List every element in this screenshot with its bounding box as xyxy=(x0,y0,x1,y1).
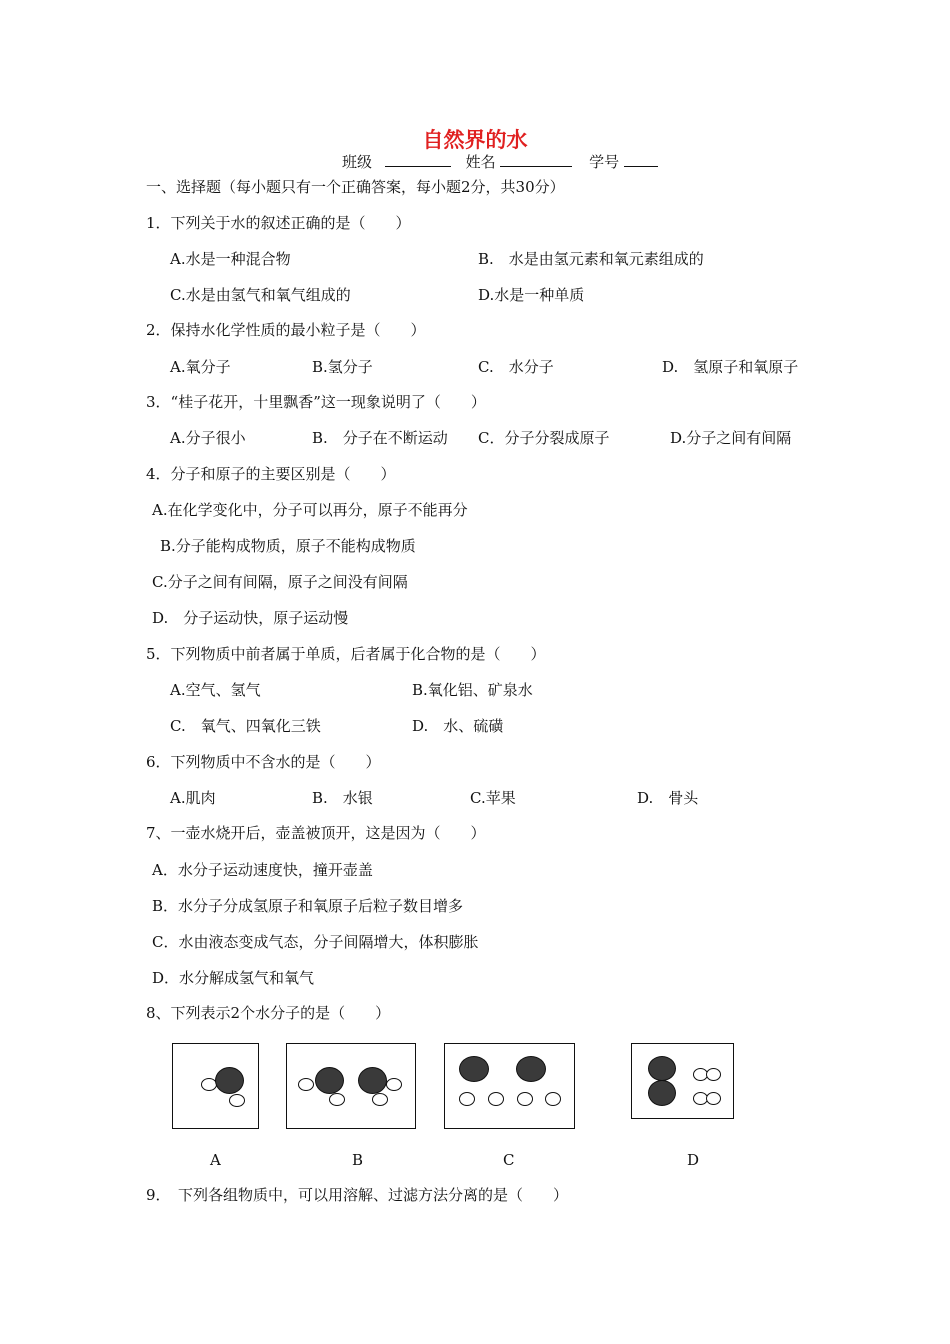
hydrogen-atom xyxy=(329,1093,345,1106)
class-label: 班级 xyxy=(342,153,373,171)
question-5-option-c[interactable]: C. 氧气、四氧化三铁 xyxy=(170,717,321,735)
question-4-option-c[interactable]: C.分子之间有间隔，原子之间没有间隔 xyxy=(152,573,408,591)
question-3-option-a[interactable]: A.分子很小 xyxy=(170,429,246,447)
hydrogen-atom xyxy=(298,1078,314,1091)
molecule-diagram-d xyxy=(631,1043,734,1119)
question-1-option-d[interactable]: D.水是一种单质 xyxy=(478,286,585,304)
question-8-option-d[interactable]: D xyxy=(687,1151,700,1169)
question-3-option-b[interactable]: B. 分子在不断运动 xyxy=(312,429,448,447)
question-4-stem: 4．分子和原子的主要区别是（ ） xyxy=(146,465,396,483)
hydrogen-atom xyxy=(386,1078,402,1091)
question-5-option-d[interactable]: D. 水、硫磺 xyxy=(412,717,504,735)
question-7-option-c[interactable]: C．水由液态变成气态，分子间隔增大，体积膨胀 xyxy=(152,933,479,951)
hydrogen-atom xyxy=(545,1092,561,1106)
question-6-option-c[interactable]: C.苹果 xyxy=(470,789,516,807)
question-2-option-c[interactable]: C. 水分子 xyxy=(478,358,554,376)
oxygen-atom xyxy=(459,1056,489,1082)
question-2-option-b[interactable]: B.氢分子 xyxy=(312,358,373,376)
question-3-option-c[interactable]: C．分子分裂成原子 xyxy=(478,429,610,447)
question-4-option-b[interactable]: B.分子能构成物质，原子不能构成物质 xyxy=(160,537,416,555)
question-9-stem: 9． 下列各组物质中，可以用溶解、过滤方法分离的是（ ） xyxy=(146,1186,569,1204)
number-blank[interactable] xyxy=(624,152,658,167)
question-2-option-a[interactable]: A.氧分子 xyxy=(170,358,231,376)
question-2-stem: 2．保持水化学性质的最小粒子是（ ） xyxy=(146,321,426,339)
molecule-diagram-a xyxy=(172,1043,259,1129)
question-6-stem: 6．下列物质中不含水的是（ ） xyxy=(146,753,381,771)
oxygen-atom xyxy=(516,1056,546,1082)
hydrogen-atom xyxy=(706,1092,721,1105)
section-heading: 一、选择题（每小题只有一个正确答案，每小题2分，共30分） xyxy=(146,178,565,196)
question-2-option-d[interactable]: D. 氢原子和氧原子 xyxy=(662,358,799,376)
header-info-line xyxy=(342,152,658,172)
question-8-option-a[interactable]: A xyxy=(210,1151,221,1169)
question-6-option-b[interactable]: B. 水银 xyxy=(312,789,373,807)
question-3-stem: 3．“桂子花开，十里飘香”这一现象说明了（ ） xyxy=(146,393,486,411)
hydrogen-atom xyxy=(706,1068,721,1081)
question-7-option-d[interactable]: D．水分解成氢气和氧气 xyxy=(152,969,315,987)
question-6-option-d[interactable]: D. 骨头 xyxy=(637,789,699,807)
question-4-option-d[interactable]: D. 分子运动快，原子运动慢 xyxy=(152,609,349,627)
oxygen-atom xyxy=(358,1067,387,1094)
page-title: 自然界的水 xyxy=(422,128,528,152)
hydrogen-atom xyxy=(372,1093,388,1106)
question-6-option-a[interactable]: A.肌肉 xyxy=(170,789,216,807)
number-label: 学号 xyxy=(589,153,620,171)
molecule-diagram-b xyxy=(286,1043,416,1129)
question-1-option-b[interactable]: B. 水是由氢元素和氧元素组成的 xyxy=(478,250,704,268)
question-7-stem: 7、一壶水烧开后，壶盖被顶开，这是因为（ ） xyxy=(146,824,486,842)
oxygen-atom xyxy=(648,1056,676,1081)
hydrogen-atom xyxy=(517,1092,533,1106)
question-5-stem: 5．下列物质中前者属于单质，后者属于化合物的是（ ） xyxy=(146,645,546,663)
question-8-option-b[interactable]: B xyxy=(352,1151,364,1169)
oxygen-atom xyxy=(315,1067,344,1094)
question-7-option-b[interactable]: B．水分子分成氢原子和氧原子后粒子数目增多 xyxy=(152,897,464,915)
hydrogen-atom xyxy=(229,1094,245,1107)
question-7-option-a[interactable]: A．水分子运动速度快，撞开壶盖 xyxy=(152,861,373,879)
question-3-option-d[interactable]: D.分子之间有间隔 xyxy=(670,429,792,447)
oxygen-atom xyxy=(215,1067,244,1094)
question-1-option-c[interactable]: C.水是由氢气和氧气组成的 xyxy=(170,286,351,304)
molecule-diagram-c xyxy=(444,1043,575,1129)
question-4-option-a[interactable]: A.在化学变化中，分子可以再分，原子不能再分 xyxy=(152,501,468,519)
hydrogen-atom xyxy=(488,1092,504,1106)
oxygen-atom xyxy=(648,1080,676,1106)
hydrogen-atom xyxy=(459,1092,475,1106)
question-8-stem: 8、下列表示2个水分子的是（ ） xyxy=(146,1004,391,1022)
name-label: 姓名 xyxy=(465,153,496,171)
question-8-option-c[interactable]: C xyxy=(503,1151,515,1169)
question-1-option-a[interactable]: A.水是一种混合物 xyxy=(170,250,291,268)
class-blank[interactable] xyxy=(385,152,451,167)
name-blank[interactable] xyxy=(500,152,572,167)
question-5-option-a[interactable]: A.空气、氢气 xyxy=(170,681,261,699)
question-1-stem: 1．下列关于水的叙述正确的是（ ） xyxy=(146,214,411,232)
question-5-option-b[interactable]: B.氧化铝、矿泉水 xyxy=(412,681,533,699)
